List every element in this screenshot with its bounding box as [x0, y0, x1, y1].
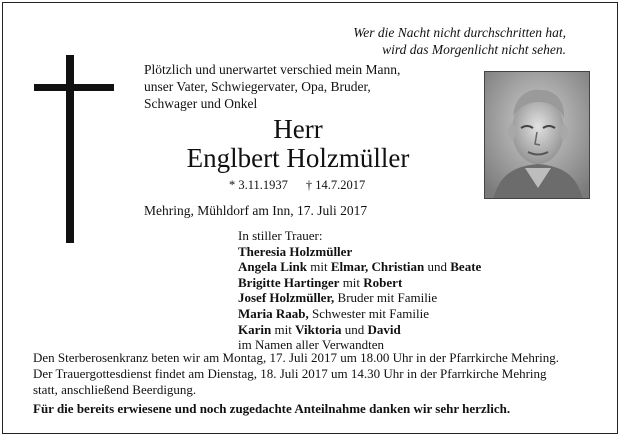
place-and-date: Mehring, Mühldorf am Inn, 17. Juli 2017: [144, 203, 368, 218]
intro-line-1: Plötzlich und unerwartet verschied mein Mann,: [144, 62, 401, 77]
intro-line-2: unser Vater, Schwiegervater, Opa, Bruder,: [144, 79, 371, 94]
mourner-line: Josef Holzmüller, Bruder mit Familie: [238, 290, 438, 306]
deceased-name: Englbert Holzmüller: [186, 143, 410, 173]
mourners-closing: im Namen aller Verwandten: [238, 337, 384, 353]
mourner-name: Robert: [363, 274, 403, 290]
info-line-2: Der Trauergottesdienst findet am Dienstag, 18. Juli 2017 um 14.30 Uhr in der Pfarrkirche Mehring: [33, 365, 547, 381]
mourner-name: Viktoria: [295, 321, 342, 337]
mourner-line: Brigitte Hartinger mit Robert: [238, 274, 403, 290]
mourner-name: Karin: [238, 321, 272, 337]
intro-text: [144, 61, 400, 112]
quote-line-1: Wer die Nacht nicht durchschritten hat,: [353, 25, 566, 40]
mourner-name: Josef Holzmüller,: [238, 290, 335, 306]
service-info: [33, 350, 559, 397]
mourner-name: Theresia Holzmüller: [238, 243, 353, 259]
mourner-line: Angela Link mit Elmar, Christian und Beate: [238, 259, 482, 275]
mourner-line: Maria Raab, Schwester mit Familie: [238, 305, 430, 321]
mourner-name: Brigitte Hartinger: [238, 274, 340, 290]
life-dates: [229, 178, 383, 193]
death-date: † 14.7.2017: [305, 178, 366, 192]
mourner-line: Karin mit Viktoria und David: [238, 321, 401, 337]
info-line-3: statt, anschließend Beerdigung.: [33, 381, 197, 397]
mourner-name: Maria Raab,: [238, 305, 309, 321]
thanks-note: Für die bereits erwiesene und noch zugedachte Anteilnahme danken wir sehr herzlich.: [33, 401, 511, 416]
honorific: Herr: [273, 114, 323, 144]
mourner-line: [238, 244, 481, 260]
mourner-name: Angela Link: [238, 259, 307, 275]
cross-icon-bar: [34, 84, 114, 91]
intro-line-3: Schwager und Onkel: [144, 96, 258, 111]
mourner-name: David: [367, 321, 401, 337]
mourner-name: Elmar, Christian: [330, 259, 425, 275]
birth-date: * 3.11.1937: [229, 178, 288, 192]
mourner-name: Beate: [450, 259, 482, 275]
mourners-heading: In stiller Trauer:: [238, 228, 323, 243]
mourners-list: [238, 228, 481, 353]
quote-line-2: wird das Morgenlicht nicht sehen.: [382, 42, 566, 57]
info-line-1: Den Sterberosenkranz beten wir am Montag, 17. Juli 2017 um 18.00 Uhr in der Pfarrkirche Mehring.: [33, 350, 560, 365]
epigraph-quote: [353, 24, 566, 58]
